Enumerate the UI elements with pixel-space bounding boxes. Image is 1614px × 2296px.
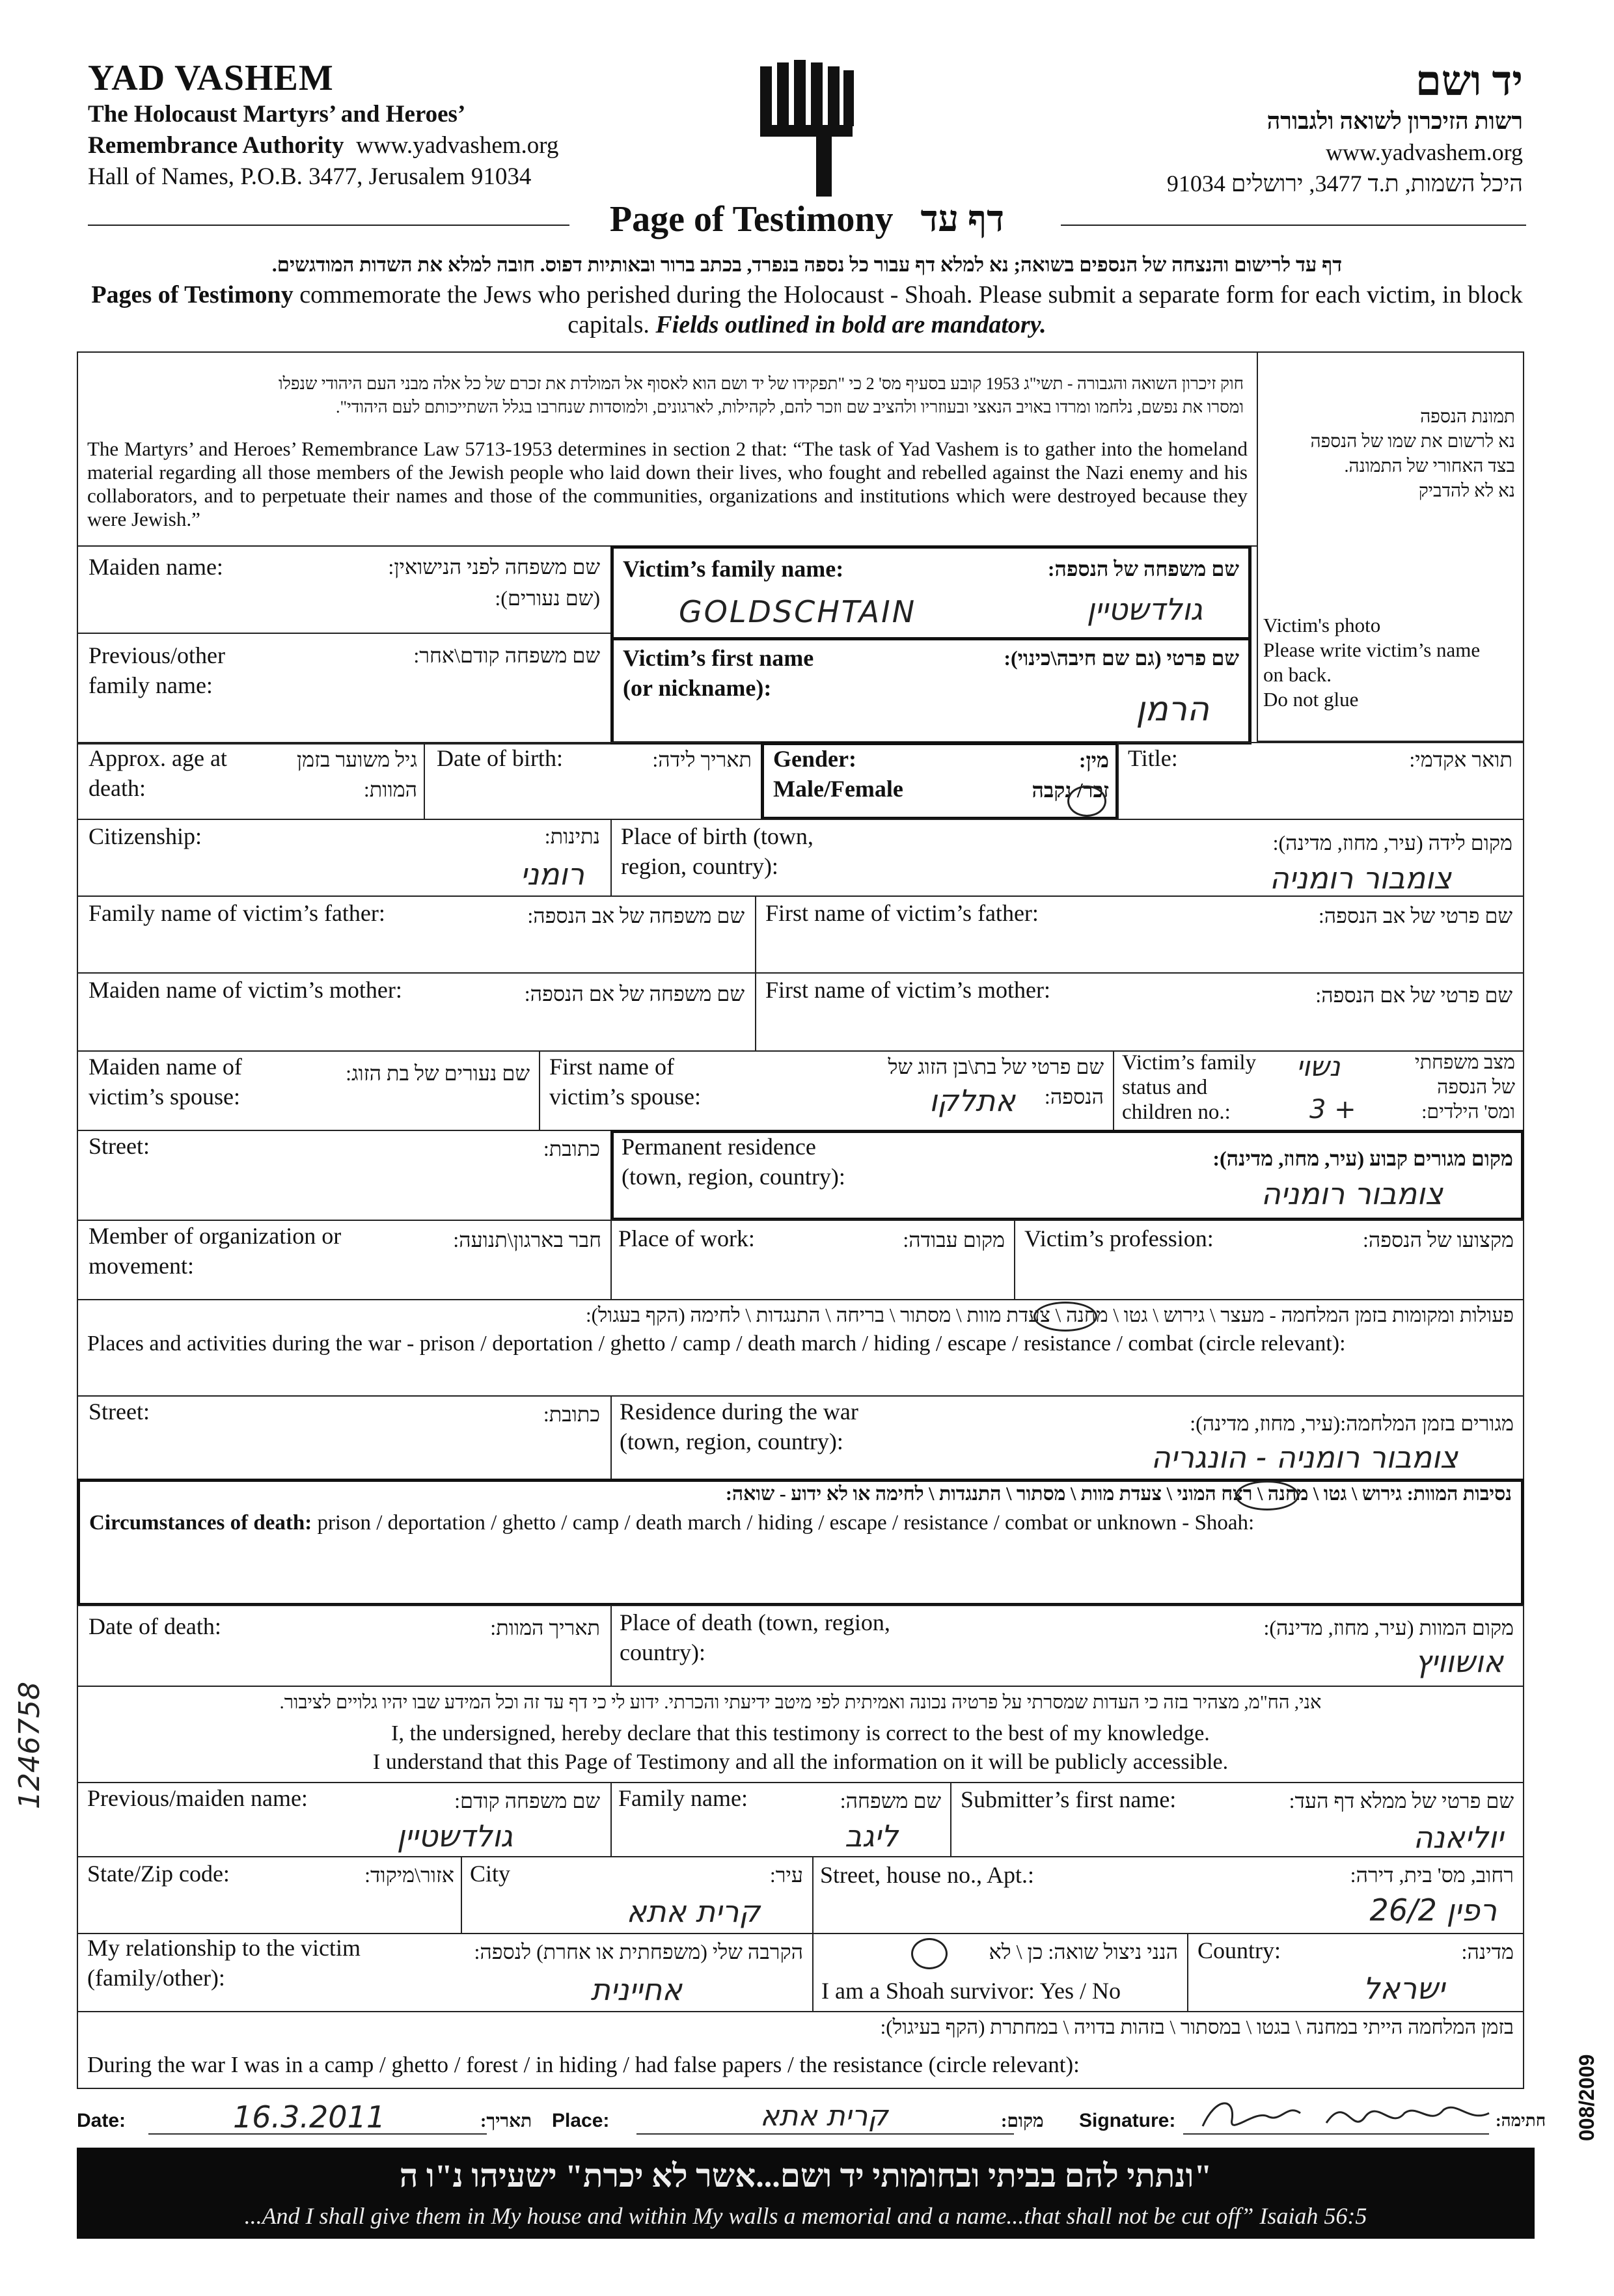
submitter-street-label-he: רחוב, מס' בית, דירה: — [1350, 1863, 1514, 1887]
father-family-label-he: שם משפחה של אב הנספה: — [527, 904, 745, 927]
submitter-prev-name-label-he: שם משפחה קודם: — [454, 1789, 600, 1812]
declaration-he: אני, הח"מ, מצהיר בזה כי העדות שמסרתי על פרטיה נכונה ואמיתית לפי מיטב ידיעתי והכרתי. ידוע לי כי דף עד זה וכל המידע שבו יהיו גלויים לציבור. — [279, 1692, 1322, 1713]
mother-first-label-he: שם פרטי של אם הנספה: — [1315, 983, 1512, 1007]
place-of-work-field[interactable] — [610, 1220, 1015, 1300]
website-he: www.yadvashem.org — [1326, 139, 1523, 165]
address-en: Hall of Names, P.O.B. 3477, Jerusalem 91034 — [88, 163, 532, 190]
date-label-en: Date: — [77, 2110, 126, 2131]
submitter-prev-name-label-en: Previous/maiden name: — [87, 1785, 308, 1811]
mother-first-label-en: First name of victim’s mother: — [765, 977, 1050, 1003]
previous-family-name-field[interactable] — [77, 633, 612, 745]
victim-family-name-value-he: גולדשטיין — [1086, 592, 1203, 627]
photo-he-1: תמונת הנספה — [1420, 407, 1515, 427]
title-label-en: Title: — [1128, 745, 1178, 771]
spouse-first-label-en: First name of victim’s spouse: — [549, 1054, 701, 1110]
submitter-country-field[interactable] — [1187, 1933, 1524, 2012]
street-label-en: Street: — [89, 1133, 150, 1159]
spouse-maiden-label-he: שם נעורים של בת הזוג: — [346, 1061, 530, 1085]
war-activities-field[interactable] — [77, 1299, 1524, 1397]
intro-en-bold: Pages of Testimony — [91, 281, 294, 308]
submitter-city-value: קרית אתא — [626, 1894, 760, 1929]
submitter-war-field[interactable] — [77, 2011, 1524, 2089]
intro-he: דף עד לרישום והנצחה של הנספים בשואה; נא למלא דף עבור כל נספה בנפרד, בכתב ברור ובאותיות דפוס. חובה למלא את השדות המודגשים. — [271, 253, 1343, 276]
place-of-birth-value: צומבור רומניה — [1269, 860, 1451, 895]
father-first-label-he: שם פרטי של אב הנספה: — [1318, 904, 1512, 927]
website-en: www.yadvashem.org — [356, 132, 559, 159]
dob-label-he: תאריך לידה: — [652, 748, 752, 771]
street-field[interactable] — [77, 1130, 612, 1221]
gender-field[interactable] — [761, 742, 1119, 820]
submitter-country-label-en: Country: — [1197, 1937, 1281, 1963]
date-of-death-label-en: Date of death: — [89, 1613, 221, 1639]
citizenship-field[interactable] — [77, 819, 612, 897]
street-label-he: כתובת: — [543, 1137, 600, 1160]
address-he: היכל השמות, ת.ד 3477, ירושלים 91034 — [1166, 171, 1523, 197]
camp-circle-mark-2 — [1235, 1481, 1299, 1510]
children-count-value: 3 + — [1309, 1095, 1356, 1125]
previous-family-name-label-he: שם משפחה קודם\אחר: — [413, 644, 600, 667]
page-title-en: Page of Testimony — [609, 199, 894, 239]
victim-first-name-label-en: Victim’s first name (or nickname): — [623, 645, 814, 701]
submitter-city-field[interactable] — [461, 1856, 814, 1934]
menorah-logo-icon — [755, 60, 859, 203]
submitter-first-label-en: Submitter’s first name: — [961, 1786, 1177, 1812]
circumstances-label-he: נסיבות המוות: גירוש \ גטו \ מחנה \ רצח המוני \ צעדת מוות \ מסתור \ התנגדות \ לחימה או לא ידוע - שואה: — [725, 1483, 1512, 1505]
mother-maiden-name-field[interactable] — [77, 972, 756, 1052]
survivor-yes-circle — [911, 1938, 948, 1969]
war-street-label-en: Street: — [89, 1399, 150, 1425]
submitter-family-label-en: Family name: — [618, 1785, 748, 1811]
place-label-en: Place: — [552, 2110, 610, 2131]
father-family-label-en: Family name of victim’s father: — [89, 900, 385, 926]
age-at-death-field[interactable] — [77, 742, 425, 820]
submitter-war-label-en: During the war I was in a camp / ghetto / forest / in hiding / had false papers / the resistance (circle relevant): — [87, 2052, 1080, 2077]
war-residence-label-en: Residence during the war (town, region, country): — [620, 1399, 858, 1455]
org-header-he — [1167, 57, 1523, 199]
family-status-label-en: Victim’s family status and children no.: — [1122, 1051, 1257, 1124]
submitter-relationship-label-en: My relationship to the victim (family/other): — [87, 1935, 361, 1991]
profession-field[interactable] — [1014, 1220, 1524, 1300]
shoah-survivor-label-en: I am a Shoah survivor: Yes / No — [821, 1978, 1121, 2004]
submitter-relationship-field[interactable] — [77, 1933, 814, 2012]
photo-en-3: on back. — [1263, 663, 1332, 686]
title-field[interactable] — [1117, 742, 1524, 820]
submitter-street-label-en: Street, house no., Apt.: — [820, 1862, 1034, 1888]
photo-he-4: נא לא להדביק — [1418, 481, 1515, 501]
place-of-death-field[interactable] — [610, 1605, 1524, 1687]
intro-text — [78, 250, 1536, 340]
family-status-value: נשוי — [1296, 1050, 1341, 1082]
victim-family-name-label-en: Victim’s family name: — [623, 556, 844, 582]
war-activities-label-he: פעולות ומקומות בזמן המלחמה - מעצר \ גירוש \ גטו \ מחנה \ צעדת מוות \ מסתור \ בריחה \ התנגדות \ לחימה (הקף בעגול): — [586, 1304, 1514, 1326]
law-text-en: The Martyrs’ and Heroes’ Remembrance Law 5713-1953 determines in section 2 that: “The task of Yad Vashem is to gather into the homeland material regarding all those members of the Jewish people who laid down their lives, who fought and rebelled against the Nazi enemy and his collaborators, and to perpetuate their names and those of the communities, organizations and institutions which were destroyed because they were Jewish.” — [87, 437, 1248, 530]
photo-en-1: Victim's photo — [1263, 614, 1381, 636]
permanent-residence-label-en: Permanent residence (town, region, country): — [622, 1134, 845, 1190]
submitter-street-value: רפין 26/2 — [1369, 1893, 1497, 1928]
citizenship-label-he: נתינות: — [544, 825, 600, 848]
organization-label-en: Member of organization or movement: — [89, 1223, 342, 1279]
page-title — [0, 198, 1614, 240]
victim-photo-area[interactable] — [1257, 351, 1524, 742]
photo-he-2: נא לרשום את שמו של הנספה — [1310, 431, 1515, 452]
maiden-name-label-he-2: (שם נעורים): — [495, 586, 600, 610]
photo-en-2: Please write victim’s name — [1263, 638, 1481, 661]
organization-field[interactable] — [77, 1220, 612, 1300]
citizenship-value: רומני — [520, 856, 584, 892]
spouse-first-label-he: שם פרטי של בת\בן הזוג של הנספה: — [888, 1055, 1104, 1108]
spouse-maiden-label-en: Maiden name of victim’s spouse: — [89, 1054, 242, 1110]
date-value[interactable]: 16.3.2011 — [233, 2099, 386, 2135]
law-box — [77, 351, 1258, 547]
father-first-label-en: First name of victim’s father: — [765, 900, 1039, 926]
victim-family-name-field[interactable] — [614, 549, 1248, 637]
place-of-birth-label-en: Place of birth (town, region, country): — [621, 823, 814, 879]
place-underline — [636, 2133, 1014, 2135]
permanent-residence-value: צומבור רומניה — [1261, 1176, 1443, 1211]
law-he-line-2: ומסרו את נפשם, נלחמו ומרדו באויב הנאצי ובעוזריו ולהציב שם וזכר להם, לקהילות, לארגונים, ולמוסדות שנחרבו בגלל השתייכותם לעם היהודי". — [335, 398, 1244, 417]
age-label-en: Approx. age at death: — [89, 745, 227, 801]
submitter-family-name-field[interactable] — [610, 1782, 951, 1857]
submitter-country-value: ישראל — [1363, 1971, 1445, 2006]
war-street-label-he: כתובת: — [543, 1402, 600, 1426]
camp-circle-mark — [1033, 1302, 1097, 1332]
declaration-en — [78, 1719, 1523, 1777]
circumstances-label-en: Circumstances of death: prison / deportation / ghetto / camp / death march / hiding / escape / resistance / combat or unknown - Shoah: — [89, 1511, 1255, 1535]
spouse-first-value: אתלקו — [929, 1083, 1015, 1118]
date-label-he: תאריך: — [480, 2111, 532, 2131]
signature-label-he: חתימה: — [1496, 2111, 1546, 2130]
shoah-survivor-field[interactable] — [812, 1933, 1188, 2012]
org-sub-en-1: The Holocaust Martyrs’ and Heroes’ — [88, 101, 466, 128]
victim-first-name-field[interactable] — [614, 640, 1248, 741]
submitter-first-value: יוליאנה — [1413, 1820, 1503, 1855]
shoah-survivor-label-he: הנני ניצול שואה: כן \ לא — [989, 1940, 1178, 1963]
spouse-maiden-name-field[interactable] — [77, 1050, 540, 1131]
place-of-death-label-he: מקום המוות (עיר, מחוז, מדינה): — [1263, 1616, 1514, 1639]
place-of-death-value: אושוויץ — [1414, 1644, 1503, 1679]
father-first-name-field[interactable] — [755, 895, 1524, 974]
war-street-field[interactable] — [77, 1395, 612, 1480]
previous-family-name-label-en: Previous/other family name: — [89, 642, 225, 698]
intro-en-italic: Fields outlined in bold are mandatory. — [655, 311, 1046, 338]
submitter-zip-field[interactable] — [77, 1856, 462, 1934]
submitter-street-field[interactable] — [812, 1856, 1524, 1934]
submitter-prev-name-value: גולדשטיין — [396, 1818, 513, 1853]
spouse-first-name-field[interactable] — [539, 1050, 1114, 1131]
permanent-residence-field[interactable] — [610, 1130, 1524, 1221]
photo-instructions-he — [1268, 405, 1515, 504]
org-header-en — [88, 57, 558, 193]
profession-label-en: Victim’s profession: — [1024, 1225, 1214, 1251]
submitter-previous-name-field[interactable] — [77, 1782, 612, 1857]
family-status-label-he: מצב משפחתי של הנספה ומס' הילדים: — [1414, 1052, 1515, 1123]
circumstances-of-death-field[interactable] — [77, 1479, 1524, 1606]
organization-label-he: חבר בארגון\תנועה: — [453, 1228, 601, 1251]
date-of-death-field[interactable] — [77, 1605, 612, 1687]
submitter-zip-label-en: State/Zip code: — [87, 1861, 230, 1887]
place-of-work-label-he: מקום עבודה: — [903, 1228, 1005, 1251]
date-of-birth-field[interactable] — [424, 742, 762, 820]
war-residence-label-he: מגורים בזמן המלחמה:(עיר, מחוז, מדינה): — [1190, 1412, 1514, 1435]
org-name-en: YAD VASHEM — [88, 58, 334, 98]
victim-family-name-label-he: שם משפחה של הנספה: — [1047, 557, 1239, 581]
place-label-he: מקום: — [1001, 2111, 1044, 2131]
war-residence-field[interactable] — [610, 1395, 1524, 1480]
declaration-box — [77, 1686, 1524, 1783]
signature-line — [77, 2099, 1546, 2142]
submitter-city-label-he: עיר: — [769, 1863, 803, 1887]
gender-label-en: Gender: Male/Female — [773, 746, 903, 802]
age-label-he: גיל משוער בזמן המוות: — [296, 748, 417, 801]
submitter-relationship-label-he: הקרבה שלי (משפחתית או אחרת) לנספה: — [474, 1940, 803, 1963]
signature-label-en: Signature: — [1079, 2110, 1176, 2131]
maiden-name-field[interactable] — [77, 545, 612, 634]
gender-label-he: מין: זכר/ נקבה — [1032, 748, 1109, 802]
org-sub-he: רשות הזיכרון לשואה ולגבורה — [1266, 108, 1523, 134]
law-he-line-1: חוק זיכרון השואה והגבורה - תשי"ג 1953 קובע בסעיף מס' 2 כי "תפקידו של יד ושם הוא לאסוף אל המולדת את זכרם של כל אלה מבני העם היהודי שנפלו — [279, 374, 1244, 393]
family-status-field[interactable] — [1113, 1050, 1524, 1131]
mother-first-name-field[interactable] — [755, 972, 1524, 1052]
org-name-he: יד ושם — [1415, 58, 1523, 104]
page-title-he: דף עד — [920, 199, 1005, 239]
war-activities-label-en: Places and activities during the war - prison / deportation / ghetto / camp / death march / hiding / escape / resistance / combat (circle relevant): — [87, 1332, 1346, 1356]
maiden-name-label-he: שם משפחה לפני הנישואין: — [388, 555, 600, 579]
photo-he-3: בצד האחורי של התמונה. — [1344, 456, 1515, 476]
submitter-first-name-field[interactable] — [950, 1782, 1524, 1857]
victim-family-name-value-latin: GOLDSCHTAIN — [679, 594, 917, 629]
mother-maiden-label-he: שם משפחה של אם הנספה: — [524, 982, 745, 1005]
side-handwritten-number: 1246758 — [13, 1682, 46, 1809]
intro-en: commemorate the Jews who perished during the Holocaust - Shoah. Please submit a separate form for each victim, in block capitals. — [293, 281, 1523, 338]
declaration-en-1: I, the undersigned, hereby declare that this testimony is correct to the best of my knowledge. — [391, 1721, 1210, 1745]
place-of-death-label-en: Place of death (town, region, country): — [620, 1609, 890, 1665]
submitter-first-label-he: שם פרטי של ממלא דף העד: — [1289, 1789, 1514, 1812]
place-of-birth-field[interactable] — [610, 819, 1524, 897]
banner-quote-en: ...And I shall give them in My house and within My walls a memorial and a name...that shall not be cut off” Isaiah 56:5 — [244, 2203, 1367, 2229]
maiden-name-label-en: Maiden name: — [89, 554, 223, 580]
declaration-en-2: I understand that this Page of Testimony and all the information on it will be publicly accessible. — [372, 1750, 1229, 1774]
law-text-he — [91, 372, 1244, 419]
org-sub-en-2: Remembrance Authority — [88, 132, 344, 159]
photo-instructions-en — [1263, 613, 1520, 712]
place-of-work-label-en: Place of work: — [618, 1225, 755, 1251]
profession-label-he: מקצועו של הנספה: — [1362, 1228, 1514, 1251]
submitter-war-label-he: בזמן המלחמה הייתי במחנה \ בגטו \ במסתור \ בזהות בדויה \ במחתרת (הקף בעיגול): — [880, 2016, 1514, 2038]
quote-banner — [77, 2148, 1535, 2239]
permanent-residence-label-he: מקום מגורים קבוע (עיר, מחוז, מדינה): — [1212, 1147, 1513, 1170]
citizenship-label-en: Citizenship: — [89, 823, 202, 849]
submitter-city-label-en: City — [470, 1861, 511, 1887]
banner-quote-he: "ונתתי להם בביתי ובחומותי יד ושם...אשר לא יכרת" ישעיהו נ"ו ה — [399, 2157, 1212, 2194]
title-label-he: תואר אקדמי: — [1409, 748, 1512, 771]
mother-maiden-label-en: Maiden name of victim’s mother: — [89, 977, 402, 1003]
date-of-death-label-he: תאריך המוות: — [490, 1616, 600, 1639]
victim-first-name-label-he: שם פרטי (גם שם חיבה\כינוי): — [1004, 646, 1239, 670]
gender-male-circle — [1067, 786, 1106, 817]
father-family-name-field[interactable] — [77, 895, 756, 974]
submitter-family-value: ליגב — [845, 1818, 898, 1853]
submitter-zip-label-he: אזור\מיקוד: — [364, 1863, 454, 1887]
dob-label-en: Date of birth: — [437, 745, 563, 771]
submitter-family-label-he: שם משפחה: — [840, 1789, 941, 1812]
victim-first-name-value: הרמן — [1136, 690, 1209, 729]
submitter-relationship-value: אחיינית — [590, 1972, 682, 2007]
place-value[interactable]: קרית אתא — [760, 2099, 888, 2133]
photo-en-4: Do not glue — [1263, 688, 1359, 711]
form-code: 008/2009 — [1575, 2054, 1598, 2141]
submitter-country-label-he: מדינה: — [1461, 1940, 1514, 1963]
war-residence-value: צומבור רומניה - הונגריה — [1151, 1440, 1458, 1475]
place-of-birth-label-he: מקום לידה (עיר, מחוז, מדינה): — [1272, 831, 1512, 854]
handwritten-signature[interactable] — [1196, 2090, 1496, 2142]
